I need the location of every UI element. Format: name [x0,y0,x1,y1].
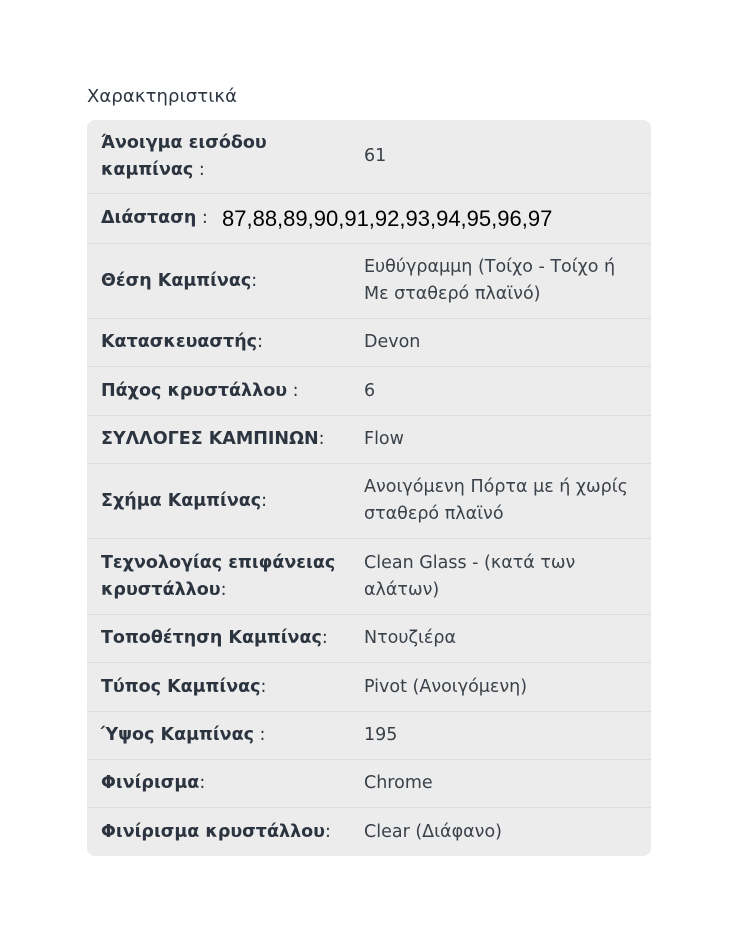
spec-label-suffix: : [261,490,268,511]
spec-label-text: Κατασκευαστής [101,332,258,352]
spec-row-shape [87,464,651,539]
spec-label-text: Φινίρισμα [101,773,200,793]
spec-label [87,488,364,515]
spec-label [87,819,364,846]
spec-value: Clear (Διάφανο) [364,821,502,842]
specs-table [87,120,651,856]
spec-label-suffix: : [260,676,267,697]
spec-value: Pivot (Ανοιγόμενη) [364,676,528,697]
spec-label-suffix: : [257,332,263,352]
spec-label-suffix: : [199,773,206,793]
spec-row-glass-finish [87,808,651,856]
section-title: Χαρακτηριστικά [87,86,238,107]
spec-label [87,329,364,356]
spec-value: 87,88,89,90,91,92,93,94,95,96,97 [222,206,553,231]
spec-label [87,550,364,604]
spec-label-suffix: : [287,380,299,401]
spec-row-glass-technology [87,539,651,615]
spec-value: Ευθύγραμμη (Τοίχο - Τοίχο ή Με σταθερό πλαϊνό) [364,257,616,304]
spec-label [87,722,364,749]
spec-label-suffix: : [193,159,205,180]
spec-row-finish [87,760,651,808]
spec-row-position [87,244,651,319]
spec-value: Flow [364,429,404,449]
spec-label-suffix: : [196,208,208,228]
spec-value: 6 [364,380,376,401]
spec-label [87,268,364,295]
spec-label [87,770,364,797]
spec-row-entrance-opening [87,120,651,194]
spec-value: Ντουζιέρα [364,628,457,648]
spec-value: Devon [364,332,421,352]
spec-label-text: Τύπος Καμπίνας [101,676,261,697]
spec-row-dimension [87,194,651,244]
spec-row-type [87,663,651,712]
spec-label-text: Θέση Καμπίνας [101,270,252,291]
spec-label-suffix: : [318,429,325,449]
spec-label-text: Τεχνολογίας επιφάνειας κρυστάλλου [101,552,336,600]
spec-row-height [87,712,651,760]
spec-label-text: Άνοιγμα εισόδου καμπίνας [101,132,267,180]
spec-label [87,378,364,405]
spec-label-suffix: : [321,628,328,648]
spec-label-text: Πάχος κρυστάλλου [101,380,288,401]
spec-row-manufacturer [87,319,651,367]
spec-label-suffix: : [253,725,266,745]
spec-label [87,625,364,652]
spec-value: 61 [364,146,387,166]
spec-row-collection [87,416,651,464]
spec-value: Chrome [364,773,433,793]
spec-label-text: Σχήμα Καμπίνας [101,490,262,511]
spec-label [87,130,364,184]
spec-value: Clean Glass - (κατά των αλάτων) [364,552,576,600]
spec-row-placement [87,615,651,663]
spec-label-text: ΣΥΛΛΟΓΕΣ ΚΑΜΠΙΝΩΝ [101,429,319,449]
spec-label-text: Φινίρισμα κρυστάλλου [101,821,325,842]
spec-label-text: Ύψος Καμπίνας [101,725,254,745]
spec-row-glass-thickness [87,367,651,416]
spec-label [87,426,364,453]
spec-value: Ανοιγόμενη Πόρτα με ή χωρίς σταθερό πλαϊνό [364,477,628,524]
spec-label [87,674,364,701]
spec-label-suffix: : [325,821,331,842]
spec-label-text: Διάσταση [101,208,197,228]
spec-label-suffix: : [251,270,258,291]
spec-label-text: Τοποθέτηση Καμπίνας [101,628,322,648]
spec-value: 195 [364,725,398,745]
spec-label-suffix: : [220,579,227,600]
